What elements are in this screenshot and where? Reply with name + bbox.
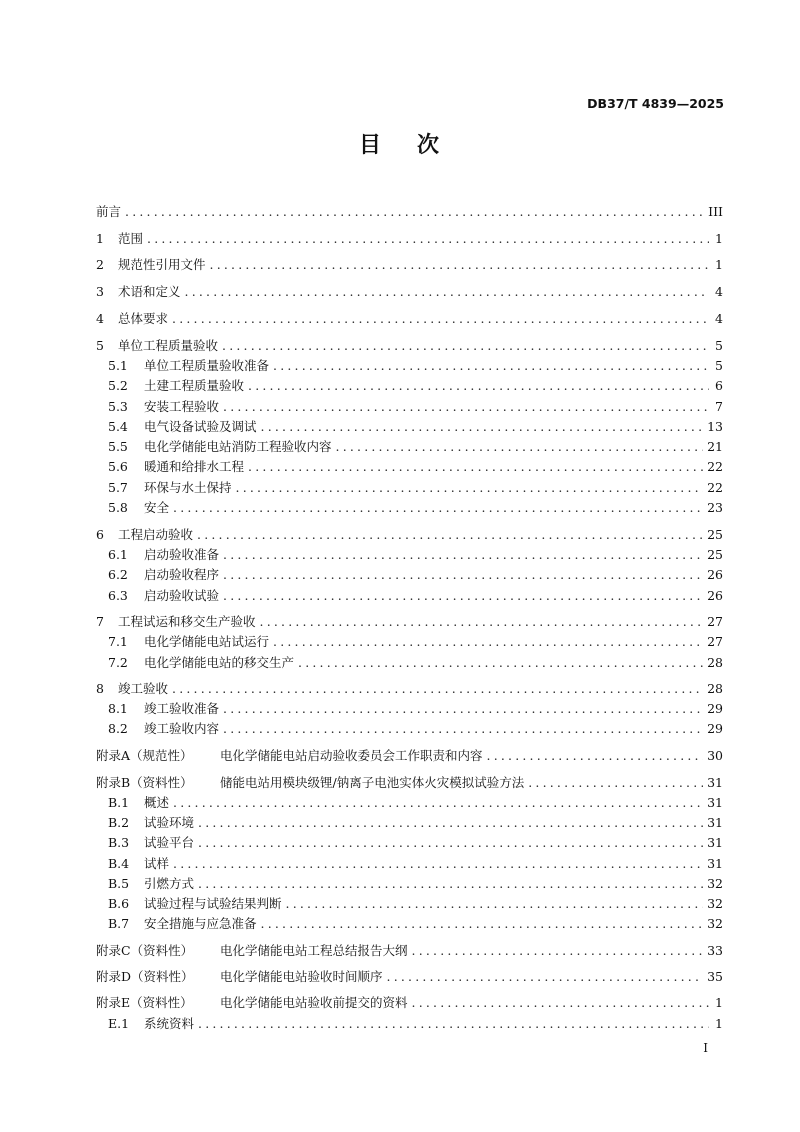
toc-entry-label: 电化学储能电站启动验收委员会工作职责和内容 xyxy=(220,748,483,763)
toc-entry-label: 电化学储能电站验收前提交的资料 xyxy=(220,995,408,1010)
toc-entry-number: 5.6 xyxy=(108,459,128,474)
toc-entry-number: 5.1 xyxy=(108,358,128,373)
toc-entry-label: 范围 xyxy=(118,231,144,246)
toc-entry[interactable] xyxy=(96,309,723,329)
dot-leader xyxy=(261,914,704,934)
dot-leader xyxy=(222,336,709,356)
toc-entry-number: 6 xyxy=(96,527,104,542)
toc-entry-label: 竣工验收准备 xyxy=(144,701,220,716)
dot-leader xyxy=(528,773,703,793)
toc-entry-number: 8.2 xyxy=(108,721,128,736)
toc-entry-title xyxy=(108,565,219,585)
dot-leader xyxy=(286,894,704,914)
toc-entry[interactable] xyxy=(96,376,723,396)
toc-entry[interactable] xyxy=(96,417,723,437)
toc-entry-label: 安全 xyxy=(144,500,170,515)
toc-entry[interactable] xyxy=(96,813,723,833)
toc-entry[interactable] xyxy=(96,255,723,275)
toc-entry-label: 启动验收准备 xyxy=(144,547,220,562)
toc-entry[interactable] xyxy=(96,699,723,719)
title-char-left: 目 xyxy=(358,133,383,158)
toc-entry-title xyxy=(96,229,143,249)
toc-entry[interactable] xyxy=(96,833,723,853)
toc-entry-page: 28 xyxy=(707,681,723,696)
toc-entry-page: 31 xyxy=(707,815,723,830)
toc-entry-page: 23 xyxy=(707,500,723,515)
toc-entry-page: 7 xyxy=(715,399,723,414)
toc-entry-label: 前言 xyxy=(96,204,122,219)
toc-entry-label: 启动验收试验 xyxy=(144,588,220,603)
dot-leader xyxy=(223,545,703,565)
dot-leader xyxy=(298,653,703,673)
dot-leader xyxy=(197,525,703,545)
toc-entry[interactable] xyxy=(96,336,723,356)
toc-entry-number: 附录C（资料性） xyxy=(96,943,194,958)
dot-leader xyxy=(260,612,704,632)
toc-entry[interactable] xyxy=(96,874,723,894)
toc-entry-title xyxy=(96,679,168,699)
toc-entry-page: 30 xyxy=(707,748,723,763)
toc-entry-label: 电化学储能电站试运行 xyxy=(144,634,270,649)
toc-entry[interactable] xyxy=(96,612,723,632)
toc-entry-title xyxy=(108,874,194,894)
toc-entry[interactable] xyxy=(96,653,723,673)
dot-leader xyxy=(487,746,704,766)
toc-entry-number: 8 xyxy=(96,681,104,696)
dot-leader xyxy=(147,229,709,249)
toc-entry-label: 规范性引用文件 xyxy=(118,257,206,272)
toc-entry-number: 2 xyxy=(96,257,104,272)
toc-entry-title xyxy=(108,914,257,934)
dot-leader xyxy=(173,854,703,874)
dot-leader xyxy=(172,679,703,699)
toc-entry-page: 33 xyxy=(707,943,723,958)
toc-entry-title xyxy=(96,612,256,632)
toc-entry-label: 试验过程与试验结果判断 xyxy=(144,896,282,911)
toc-entry-label: 竣工验收内容 xyxy=(144,721,220,736)
toc-entry[interactable] xyxy=(96,894,723,914)
toc-entry-title xyxy=(96,309,168,329)
toc-entry-number: B.2 xyxy=(108,815,130,830)
toc-entry-number: 附录D（资料性） xyxy=(96,969,194,984)
toc-entry-title xyxy=(96,282,181,302)
toc-entry-number: E.1 xyxy=(108,1016,130,1031)
toc-entry-page: 29 xyxy=(707,721,723,736)
dot-leader xyxy=(412,941,704,961)
toc-entry[interactable] xyxy=(96,397,723,417)
toc-entry-label: 土建工程质量验收 xyxy=(144,378,245,393)
dot-leader xyxy=(125,202,704,222)
toc-entry-label: 启动验收程序 xyxy=(144,567,220,582)
toc-entry-page: 26 xyxy=(707,588,723,603)
toc-entry[interactable] xyxy=(96,679,723,699)
toc-entry-page: 6 xyxy=(715,378,723,393)
toc-entry[interactable] xyxy=(96,793,723,813)
toc-entry-label: 试样 xyxy=(144,856,170,871)
dot-leader xyxy=(198,813,703,833)
toc-entry-page: III xyxy=(708,204,723,219)
toc-entry[interactable] xyxy=(96,773,723,793)
toc-entry-label: 暖通和给排水工程 xyxy=(144,459,245,474)
toc-entry-label: 工程启动验收 xyxy=(118,527,194,542)
dot-leader xyxy=(273,356,709,376)
toc-entry[interactable] xyxy=(96,282,723,302)
toc-entry-number: 5.8 xyxy=(108,500,128,515)
dot-leader xyxy=(387,967,704,987)
toc-entry-number: 5.7 xyxy=(108,480,128,495)
toc-entry-page: 27 xyxy=(707,614,723,629)
dot-leader xyxy=(336,437,704,457)
toc-entry-number: 7.2 xyxy=(108,655,128,670)
toc-entry-page: 4 xyxy=(715,311,723,326)
dot-leader xyxy=(172,309,709,329)
toc-entry-page: 22 xyxy=(707,459,723,474)
toc-entry-number: B.5 xyxy=(108,876,130,891)
toc-entry-title xyxy=(96,525,193,545)
dot-leader xyxy=(412,993,709,1013)
toc-entry[interactable] xyxy=(96,565,723,585)
dot-leader xyxy=(223,719,703,739)
toc-entry-page: 31 xyxy=(707,775,723,790)
dot-leader xyxy=(248,376,709,396)
toc-entry-title xyxy=(108,1014,194,1034)
dot-leader xyxy=(173,793,703,813)
toc-entry[interactable] xyxy=(96,437,723,457)
toc-entry[interactable] xyxy=(96,586,723,606)
toc-entry-title xyxy=(108,719,219,739)
toc-entry-label: 电化学储能电站验收时间顺序 xyxy=(220,969,383,984)
toc-entry-page: 32 xyxy=(707,876,723,891)
toc-entry-number: B.1 xyxy=(108,795,130,810)
toc-entry-label: 储能电站用模块级锂/钠离子电池实体火灾模拟试验方法 xyxy=(220,775,525,790)
dot-leader xyxy=(261,417,704,437)
dot-leader xyxy=(223,397,709,417)
toc-entry-page: 27 xyxy=(707,634,723,649)
toc-entry-page: 29 xyxy=(707,701,723,716)
toc-entry-title xyxy=(96,336,218,356)
toc-entry-page: 1 xyxy=(715,257,723,272)
toc-entry[interactable] xyxy=(96,545,723,565)
toc-entry-number: B.6 xyxy=(108,896,130,911)
toc-entry-label: 竣工验收 xyxy=(118,681,169,696)
toc-entry-title xyxy=(96,993,408,1013)
toc-entry-page: 32 xyxy=(707,916,723,931)
dot-leader xyxy=(173,498,703,518)
toc-entry-number: 5.5 xyxy=(108,439,128,454)
toc-entry-number: 6.2 xyxy=(108,567,128,582)
toc-entry-label: 环保与水土保持 xyxy=(144,480,232,495)
toc-entry-label: 试验平台 xyxy=(144,835,195,850)
toc-entry-label: 安全措施与应急准备 xyxy=(144,916,257,931)
toc-entry-label: 电气设备试验及调试 xyxy=(144,419,257,434)
toc-entry[interactable] xyxy=(96,525,723,545)
toc-entry-page: 25 xyxy=(707,547,723,562)
toc-entry-label: 试验环境 xyxy=(144,815,195,830)
toc-entry-number: B.3 xyxy=(108,835,130,850)
toc-entry-number: 附录A（规范性） xyxy=(96,748,193,763)
dot-leader xyxy=(223,699,703,719)
toc-entry-title xyxy=(108,437,332,457)
toc-entry[interactable] xyxy=(96,457,723,477)
toc-entry[interactable] xyxy=(96,632,723,652)
toc-entry-title xyxy=(96,202,121,222)
toc-entry-page: 4 xyxy=(715,284,723,299)
toc-entry-page: 31 xyxy=(707,856,723,871)
toc-entry[interactable] xyxy=(96,1014,723,1034)
page-title xyxy=(0,128,800,159)
toc-entry-number: 1 xyxy=(96,231,104,246)
toc-entry[interactable] xyxy=(96,478,723,498)
toc-entry-page: 1 xyxy=(715,995,723,1010)
dot-leader xyxy=(236,478,704,498)
toc-entry-title xyxy=(108,854,169,874)
toc-entry-label: 电化学储能电站工程总结报告大纲 xyxy=(220,943,408,958)
toc-entry-number: 5.3 xyxy=(108,399,128,414)
toc-entry-page: 32 xyxy=(707,896,723,911)
toc-entry-title xyxy=(96,746,483,766)
toc-entry-title xyxy=(108,356,269,376)
toc-entry-title xyxy=(108,397,219,417)
toc-entry-label: 电化学储能电站的移交生产 xyxy=(144,655,295,670)
toc-entry-title xyxy=(108,478,232,498)
footer-page-number: I xyxy=(703,1041,708,1055)
toc-entry-number: 7.1 xyxy=(108,634,128,649)
dot-leader xyxy=(198,833,703,853)
toc-entry-number: B.7 xyxy=(108,916,130,931)
toc-entry-title xyxy=(108,498,169,518)
toc-entry-title xyxy=(96,967,383,987)
toc-entry-page: 28 xyxy=(707,655,723,670)
toc-entry-number: 8.1 xyxy=(108,701,128,716)
toc-entry-title xyxy=(96,941,408,961)
toc-entry-number: 5 xyxy=(96,338,104,353)
toc-entry-label: 引燃方式 xyxy=(144,876,195,891)
toc-entry[interactable] xyxy=(96,719,723,739)
toc-entry-page: 31 xyxy=(707,835,723,850)
toc-entry-number: 附录B（资料性） xyxy=(96,775,193,790)
toc-entry-title xyxy=(108,833,194,853)
toc-entry-label: 系统资料 xyxy=(144,1016,195,1031)
toc-entry-number: B.4 xyxy=(108,856,130,871)
toc-entry-number: 5.2 xyxy=(108,378,128,393)
toc-entry-title xyxy=(108,545,219,565)
toc-entry-label: 概述 xyxy=(144,795,170,810)
toc-entry[interactable] xyxy=(96,498,723,518)
document-code: DB37/T 4839—2025 xyxy=(587,96,724,111)
toc-entry-title xyxy=(108,653,294,673)
toc-entry-page: 22 xyxy=(707,480,723,495)
dot-leader xyxy=(198,1014,709,1034)
dot-leader xyxy=(273,632,703,652)
toc-entry-label: 单位工程质量验收 xyxy=(118,338,219,353)
toc-entry-label: 术语和定义 xyxy=(118,284,181,299)
toc-entry-page: 1 xyxy=(715,231,723,246)
dot-leader xyxy=(248,457,703,477)
toc-entry-title xyxy=(108,586,219,606)
toc-entry-title xyxy=(108,417,257,437)
toc-entry[interactable] xyxy=(96,914,723,934)
dot-leader xyxy=(223,586,703,606)
toc-entry-page: 31 xyxy=(707,795,723,810)
toc-entry-label: 安装工程验收 xyxy=(144,399,220,414)
toc-entry[interactable] xyxy=(96,356,723,376)
toc-entry[interactable] xyxy=(96,967,723,987)
toc-entry-page: 35 xyxy=(707,969,723,984)
toc-entry-title xyxy=(96,255,206,275)
toc-entry[interactable] xyxy=(96,941,723,961)
toc-entry-title xyxy=(108,376,244,396)
dot-leader xyxy=(198,874,703,894)
toc-entry-title xyxy=(108,632,269,652)
dot-leader xyxy=(223,565,703,585)
dot-leader xyxy=(210,255,709,275)
toc-entry-title xyxy=(108,699,219,719)
toc-entry-label: 电化学储能电站消防工程验收内容 xyxy=(144,439,332,454)
title-char-right: 次 xyxy=(417,133,442,158)
toc-entry[interactable] xyxy=(96,202,723,222)
toc-entry-page: 5 xyxy=(715,338,723,353)
toc-entry-page: 21 xyxy=(707,439,723,454)
toc-entry-number: 6.1 xyxy=(108,547,128,562)
toc-entry-number: 7 xyxy=(96,614,104,629)
toc-entry-label: 工程试运和移交生产验收 xyxy=(118,614,256,629)
toc-entry-label: 总体要求 xyxy=(118,311,169,326)
toc-entry-title xyxy=(108,813,194,833)
toc-entry[interactable] xyxy=(96,746,723,766)
toc-entry-page: 5 xyxy=(715,358,723,373)
toc-entry-number: 附录E（资料性） xyxy=(96,995,193,1010)
toc-entry-title xyxy=(96,773,524,793)
toc-entry-title xyxy=(108,894,282,914)
toc-entry-page: 26 xyxy=(707,567,723,582)
toc-entry[interactable] xyxy=(96,854,723,874)
toc-entry-label: 单位工程质量验收准备 xyxy=(144,358,270,373)
toc-entry-page: 13 xyxy=(707,419,723,434)
toc-entry-page: 1 xyxy=(715,1016,723,1031)
toc-entry-number: 4 xyxy=(96,311,104,326)
toc-entry-number: 6.3 xyxy=(108,588,128,603)
toc-entry[interactable] xyxy=(96,993,723,1013)
toc-entry[interactable] xyxy=(96,229,723,249)
dot-leader xyxy=(185,282,709,302)
toc-entry-title xyxy=(108,457,244,477)
toc-entry-number: 5.4 xyxy=(108,419,128,434)
toc-entry-page: 25 xyxy=(707,527,723,542)
toc-entry-title xyxy=(108,793,169,813)
toc-entry-number: 3 xyxy=(96,284,104,299)
